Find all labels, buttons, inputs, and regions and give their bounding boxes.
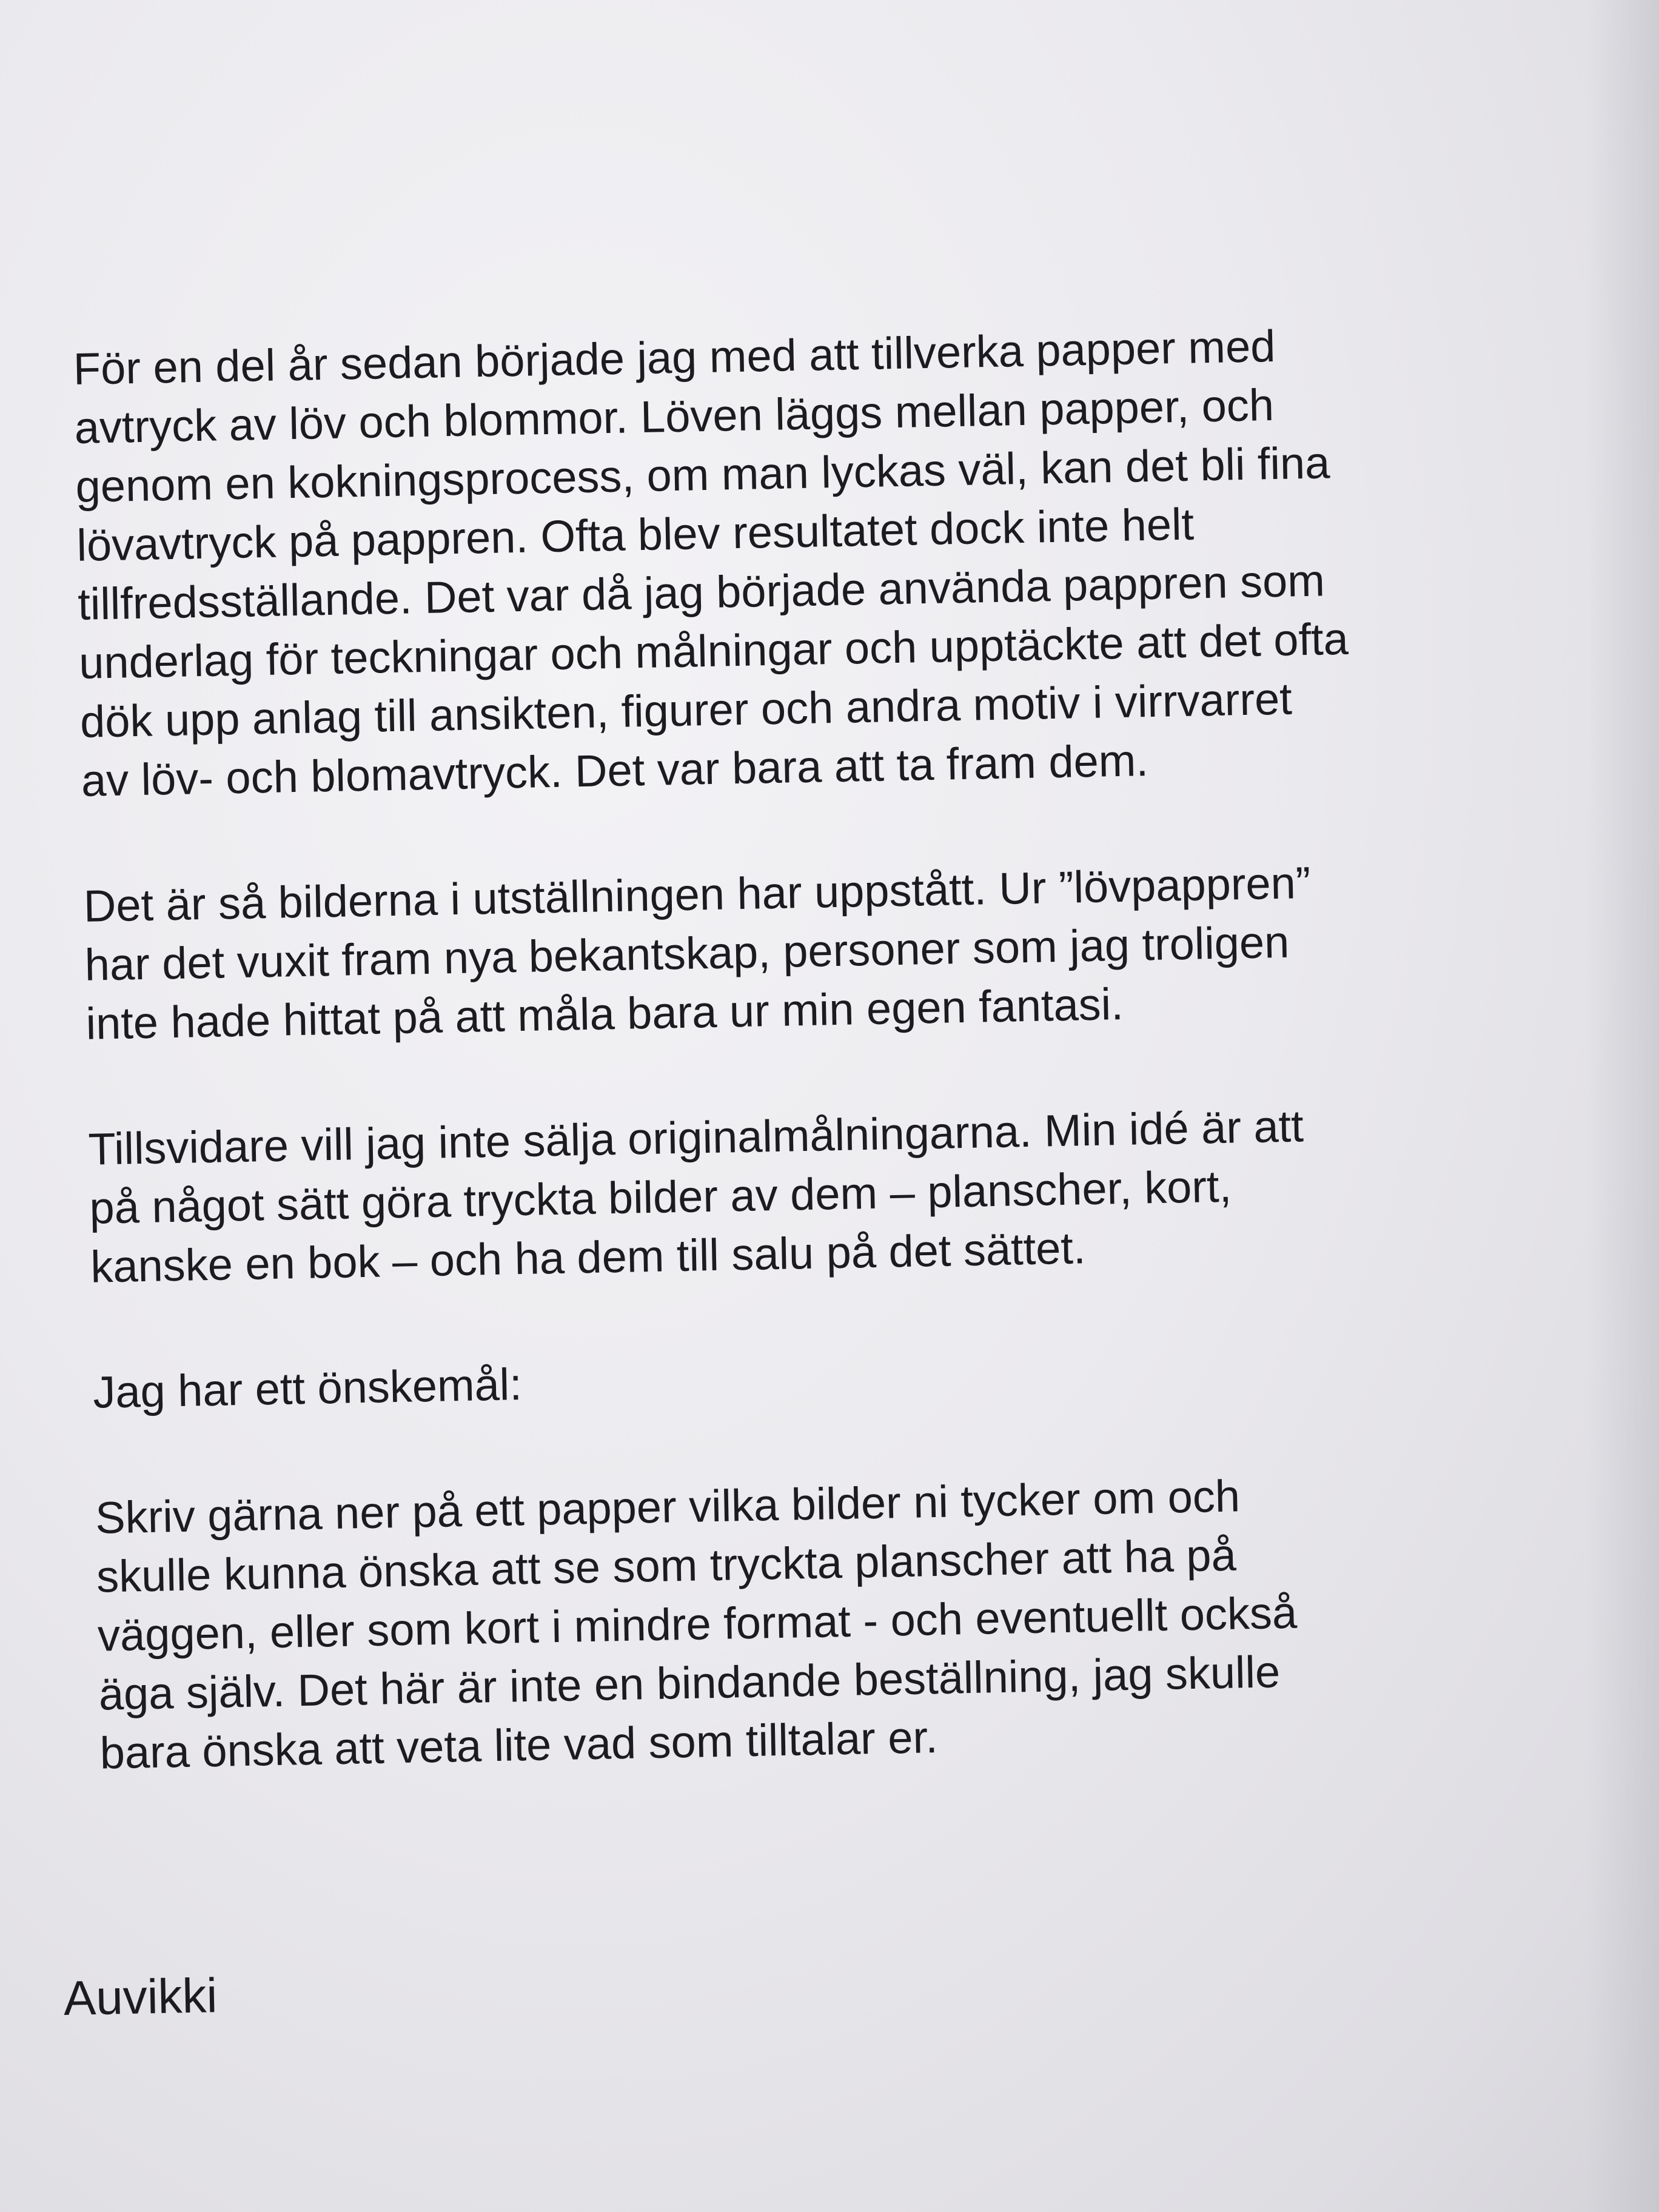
text-line: För en del år sedan började jag med att tillverka papper med — [73, 320, 1276, 394]
paragraph-intro — [73, 310, 1621, 810]
text-line: väggen, eller som kort i mindre format - och eventuellt också — [97, 1587, 1298, 1661]
text-line: skulle kunna önska att se som tryckta planscher att ha på — [96, 1529, 1237, 1602]
text-line: genom en kokningsprocess, om man lyckas väl, kan det bli fina — [75, 437, 1331, 512]
paragraph-request — [95, 1459, 1640, 1783]
text-line: inte hade hittat på att måla bara ur min egen fantasi. — [85, 978, 1124, 1049]
paragraph-wish-heading — [92, 1333, 1633, 1422]
text-line: har det vuxit fram nya bekantskap, personer som jag troligen — [84, 916, 1290, 990]
letter-body — [73, 310, 1640, 1782]
text-line: Jag har ett önskemål: — [92, 1359, 523, 1418]
text-line: kanske en bok – och ha dem till salu på det sättet. — [90, 1222, 1087, 1292]
signature: Auvikki — [63, 1968, 218, 2025]
text-line: Skriv gärna ner på ett papper vilka bilder ni tycker om och — [95, 1470, 1241, 1543]
text-line: äga själv. Det här är inte en bindande beställning, jag skulle — [98, 1646, 1281, 1720]
text-line: lövavtryck på pappren. Ofta blev resultatet dock inte helt — [76, 498, 1195, 571]
paragraph-prints — [88, 1090, 1631, 1296]
text-line: Det är så bilderna i utställningen har uppstått. Ur ”lövpappren” — [83, 857, 1312, 931]
text-line: på något sätt göra tryckta bilder av dem – planscher, kort, — [89, 1161, 1232, 1233]
text-line: avtryck av löv och blommor. Löven läggs mellan papper, och — [73, 379, 1275, 453]
text-line: bara önska att veta lite vad som tilltalar er. — [99, 1712, 939, 1778]
text-line: Tillsvidare vill jag inte sälja originalmålningarna. Min idé är att — [87, 1101, 1304, 1175]
paragraph-exhibition — [83, 847, 1626, 1053]
text-line: av löv- och blomavtryck. Det var bara att ta fram dem. — [81, 735, 1149, 806]
text-line: tillfredsställande. Det var då jag började använda pappren som — [77, 555, 1326, 629]
text-line: dök upp anlag till ansikten, figurer och andra motiv i virrvarret — [79, 673, 1293, 747]
text-line: underlag för teckningar och målningar och upptäckte att det ofta — [78, 613, 1349, 688]
